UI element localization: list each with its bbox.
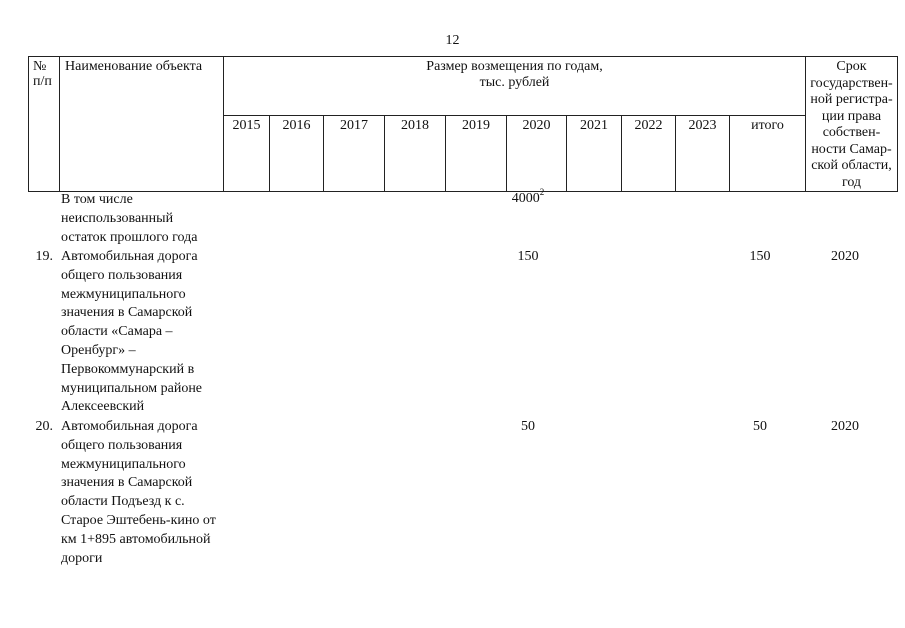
header-num-cell: [29, 57, 60, 192]
header-year-2021: 2021: [567, 116, 622, 192]
header-year-2019: 2019: [446, 116, 507, 192]
row-19-name: Автомобильная дорога общего пользования межмуниципального значения в Самарской области «Самара – Оренбург» – Первокоммунарский в муниципальном районе Алексеевский: [61, 249, 203, 415]
row-19-term: 2020: [831, 249, 859, 264]
header-term-cell: [806, 57, 898, 192]
row-20-number: 20.: [35, 419, 53, 434]
row-19-number: 19.: [35, 249, 53, 264]
page-number: 12: [445, 33, 460, 48]
header-year-2023: 2023: [676, 116, 730, 192]
header-year-2017: 2017: [324, 116, 385, 192]
row-20-term: 2020: [831, 419, 859, 434]
header-size-label-1: Размер возмещения по годам,: [426, 59, 603, 74]
header-year-2015: 2015: [224, 116, 270, 192]
header-size-cell: [224, 57, 806, 116]
header-year-2016: 2016: [270, 116, 324, 192]
row-20-name: Автомобильная дорога общего пользования межмуниципального значения в Самарской области Подъезд к с. Старое Эштебень-кино от км 1+895 автомобильной дороги: [61, 419, 216, 566]
row-0-value-2020-text: 4000: [511, 191, 540, 206]
header-year-2022: 2022: [622, 116, 676, 192]
header-year-2018: 2018: [385, 116, 446, 192]
header-num-label: № п/п: [33, 59, 52, 89]
header-year-2020: 2020: [507, 116, 567, 192]
row-19-total: 150: [749, 249, 771, 264]
header-name-label: Наименование объекта: [65, 59, 203, 74]
row-20-total: 50: [753, 419, 767, 434]
row-0-name: В том числе неиспользованный остаток прошлого года: [61, 192, 198, 245]
row-0-footnote-mark: 2: [539, 187, 545, 198]
header-name-cell: [60, 57, 224, 192]
header-term-label: Срок государствен-ной регистра-ции права собствен-ности Самар-ской области, год: [810, 59, 893, 190]
table-header: [28, 56, 898, 192]
header-year-total: итого: [730, 116, 806, 192]
row-20-value-2020: 50: [521, 419, 535, 434]
row-0-value-2020: [498, 187, 558, 209]
header-size-label-2: тыс. рублей: [479, 75, 550, 90]
row-19-value-2020: 150: [517, 249, 539, 264]
